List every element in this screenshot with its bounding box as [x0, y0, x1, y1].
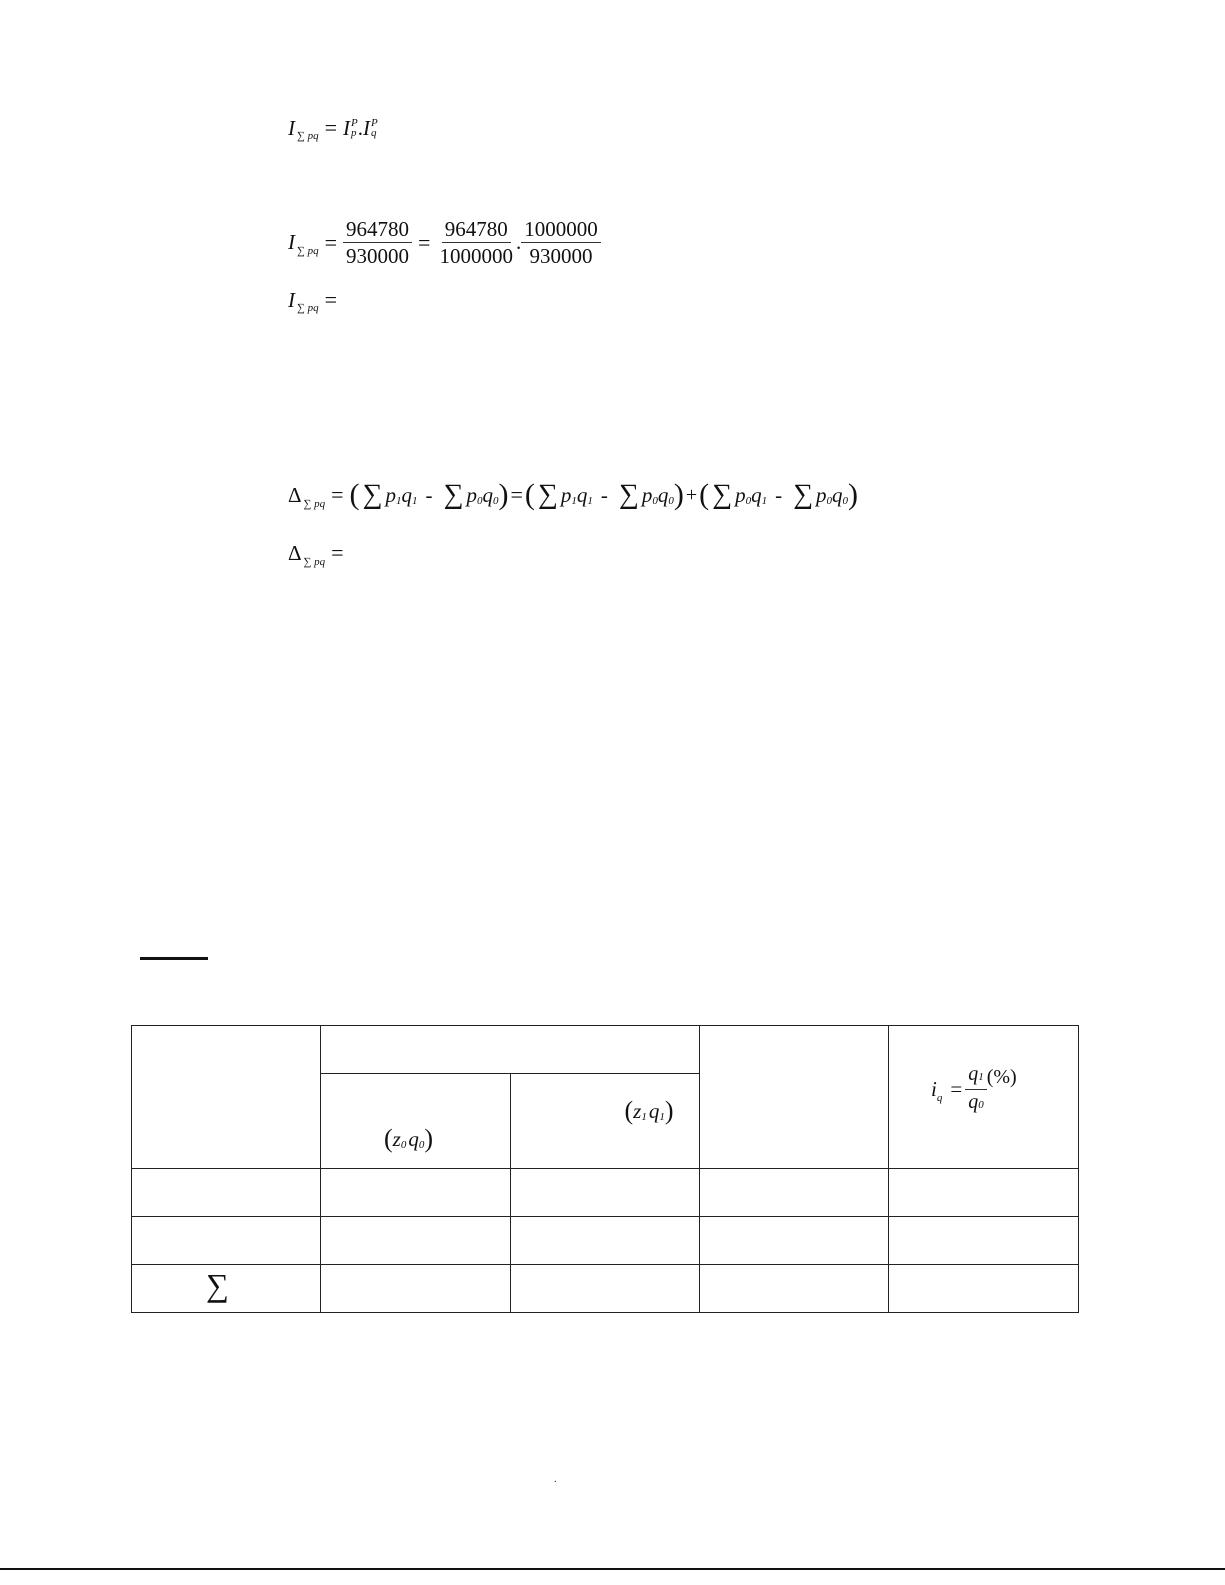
table-total-row — [132, 1265, 1079, 1313]
index-subscript: ∑ pq — [297, 302, 319, 314]
iq-symbol: i — [931, 1077, 937, 1101]
formula-index-result — [288, 287, 343, 313]
formula-absolute-change — [288, 480, 858, 510]
iq-subscript: q — [936, 1091, 943, 1104]
fraction-1-numerator: 964780 — [343, 216, 412, 243]
term-q-sub: 0 — [492, 495, 499, 507]
quantity-index-sup: P — [371, 117, 378, 129]
open-paren: ( — [524, 478, 535, 511]
minus-sign: - — [775, 482, 783, 507]
index-subscript: ∑ pq — [297, 244, 319, 257]
term-q-sub: 1 — [587, 495, 593, 507]
sum-symbol: ∑ — [618, 479, 639, 510]
iq-formula — [931, 1062, 1017, 1117]
fraction-2-denominator: 1000000 — [439, 244, 513, 268]
header-cell-4 — [700, 1026, 889, 1169]
index-symbol: I — [288, 287, 295, 312]
header-cell-1 — [132, 1026, 321, 1169]
footer-rule — [0, 1568, 1225, 1570]
price-index-symbol: I — [343, 115, 351, 140]
quantity-index-sub: q — [371, 127, 377, 139]
term-p: p — [735, 482, 746, 507]
term-p-sub: 1 — [396, 495, 402, 507]
term-q-sub: 1 — [412, 495, 418, 507]
table-cell — [510, 1169, 700, 1217]
table-row — [132, 1217, 1079, 1265]
quantity-index-symbol: I — [363, 115, 370, 140]
iq-den-sub: 0 — [978, 1099, 984, 1111]
minus-sign: - — [425, 482, 433, 507]
plus-sign: + — [685, 483, 698, 506]
close-paren: ) — [664, 1096, 674, 1125]
table-header-row — [132, 1026, 1079, 1074]
index-subscript: ∑ pq — [297, 130, 319, 142]
fraction-1 — [343, 216, 412, 269]
equals-sign-2: = — [510, 482, 523, 507]
term-p: p — [641, 482, 653, 507]
term-p: p — [816, 482, 827, 507]
q-sub: 0 — [418, 1139, 425, 1151]
minus-sign: - — [600, 482, 608, 507]
delta-symbol: Δ — [288, 482, 302, 507]
open-paren: ( — [349, 478, 360, 511]
iq-percent — [987, 1066, 1017, 1089]
formula-absolute-result — [288, 540, 350, 566]
table-cell — [510, 1265, 700, 1313]
iq-den-q: q — [968, 1091, 979, 1113]
fraction-2-numerator: 964780 — [442, 216, 511, 243]
sum-symbol: ∑ — [793, 479, 814, 510]
term-q: q — [832, 482, 843, 507]
open-paren: ( — [699, 478, 710, 511]
term-p-sub: 0 — [745, 495, 752, 507]
delta-subscript: ∑ pq — [303, 556, 326, 568]
fraction-3-denominator: 930000 — [529, 244, 593, 268]
table-cell — [889, 1265, 1079, 1313]
iq-fraction — [965, 1062, 987, 1117]
sum-symbol: ∑ — [206, 1267, 229, 1303]
fraction-3-numerator: 1000000 — [521, 216, 601, 243]
pct-sign: % — [993, 1066, 1011, 1088]
page-dot: . — [554, 1474, 557, 1485]
iq-num-sub: 1 — [978, 1071, 984, 1083]
table-cell — [321, 1169, 511, 1217]
table-row — [132, 1169, 1079, 1217]
open-paren: ( — [384, 1124, 393, 1153]
multiply-dot: . — [515, 230, 522, 254]
formula-index-product — [288, 115, 378, 141]
table-cell — [700, 1217, 889, 1265]
q-sub: 1 — [659, 1111, 665, 1123]
table-cell — [132, 1169, 321, 1217]
index-symbol: I — [288, 115, 295, 140]
term-q: q — [576, 482, 588, 507]
header-cell-z1q1 — [510, 1074, 700, 1169]
term-q-sub: 0 — [842, 495, 849, 507]
heading-underline — [140, 957, 208, 960]
iq-num-q: q — [968, 1063, 979, 1085]
delta-subscript: ∑ pq — [303, 498, 326, 510]
iq-denominator — [965, 1090, 987, 1117]
pct-open: ( — [986, 1066, 994, 1088]
term-q-sub: 1 — [761, 495, 768, 507]
close-paren: ) — [498, 478, 509, 511]
term-p-sub: 0 — [476, 495, 483, 507]
term-p-sub: 0 — [826, 495, 833, 507]
price-index-sup: P — [351, 117, 358, 129]
term-p-sub: 0 — [652, 495, 658, 507]
multiply-dot: . — [357, 115, 363, 140]
sum-symbol: ∑ — [362, 479, 383, 510]
term-p: p — [560, 482, 572, 507]
close-paren: ) — [673, 478, 684, 511]
index-symbol: I — [288, 230, 295, 254]
z1q1-formula — [625, 1096, 674, 1126]
pct-close: ) — [1010, 1066, 1017, 1088]
data-table — [131, 1025, 1079, 1313]
fraction-3 — [521, 216, 601, 269]
iq-equals: = — [950, 1077, 963, 1101]
table-cell — [700, 1169, 889, 1217]
term-q-sub: 0 — [668, 495, 674, 507]
table-cell — [889, 1169, 1079, 1217]
iq-numerator — [965, 1062, 987, 1090]
term-q: q — [401, 482, 412, 507]
table-cell — [132, 1217, 321, 1265]
formula-index-values — [288, 216, 601, 269]
z-sub: 0 — [400, 1139, 407, 1151]
table-cell — [510, 1217, 700, 1265]
sum-symbol: ∑ — [443, 479, 464, 510]
close-paren: ) — [424, 1124, 434, 1153]
price-index-sub: p — [351, 127, 357, 139]
open-paren: ( — [624, 1096, 634, 1125]
header-cell-group — [321, 1026, 700, 1074]
q-symbol: q — [648, 1098, 660, 1123]
term-p: p — [466, 482, 477, 507]
term-q: q — [657, 482, 669, 507]
equals-sign: = — [324, 287, 338, 312]
z-symbol: z — [392, 1126, 401, 1151]
equals-sign: = — [331, 540, 344, 565]
q-symbol: q — [408, 1126, 419, 1151]
sum-symbol: ∑ — [712, 479, 733, 510]
header-cell-z0q0 — [321, 1074, 511, 1169]
table-cell — [321, 1265, 511, 1313]
fraction-1-denominator: 930000 — [346, 244, 410, 268]
equals-sign: = — [324, 115, 338, 140]
term-p: p — [385, 482, 396, 507]
equals-sign: = — [331, 482, 344, 507]
table-cell — [321, 1217, 511, 1265]
fraction-2 — [436, 216, 516, 269]
z-symbol: z — [633, 1098, 642, 1123]
term-q: q — [751, 482, 762, 507]
z-sub: 1 — [641, 1111, 647, 1123]
delta-symbol: Δ — [288, 540, 302, 565]
sum-symbol: ∑ — [537, 479, 558, 510]
z0q0-formula — [384, 1124, 433, 1154]
close-paren: ) — [848, 478, 859, 511]
header-cell-iq — [889, 1026, 1079, 1169]
total-label-cell — [132, 1265, 321, 1313]
equals-sign-2: = — [418, 229, 431, 255]
table-cell — [700, 1265, 889, 1313]
term-p-sub: 1 — [571, 495, 577, 507]
table-cell — [889, 1217, 1079, 1265]
equals-sign: = — [324, 229, 338, 255]
term-q: q — [482, 482, 493, 507]
